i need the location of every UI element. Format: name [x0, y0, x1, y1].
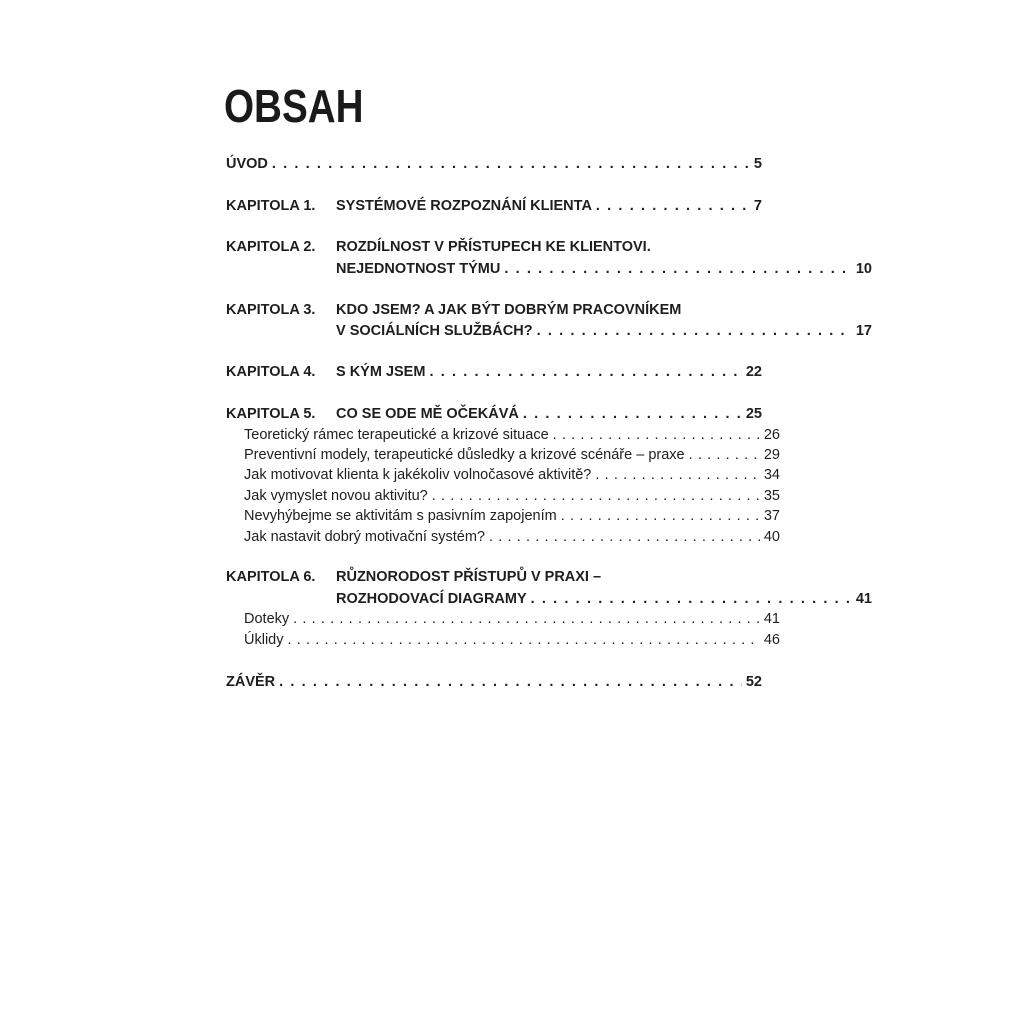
toc-entry-chapter-2[interactable] [226, 236, 762, 258]
dot-leader [689, 444, 760, 466]
toc-subentry[interactable] [226, 608, 780, 630]
toc-subentry[interactable] [226, 629, 780, 651]
toc-entry-chapter-4[interactable] [226, 361, 762, 383]
toc-page-number: 10 [855, 261, 872, 277]
toc-entry-uvod[interactable] [226, 153, 762, 175]
toc-entry-chapter-5[interactable] [226, 403, 762, 425]
dot-leader [287, 629, 759, 651]
toc-entry-chapter-3-cont[interactable] [226, 320, 872, 342]
toc-subentry-title: Teoretický rámec terapeutické a krizové situace [244, 427, 549, 443]
toc-subentry[interactable] [226, 444, 780, 466]
toc-subentry-title: Jak vymyslet novou aktivitu? [244, 488, 428, 504]
toc-page-number: 46 [763, 632, 780, 648]
toc-page-number: 26 [763, 427, 780, 443]
toc-subentry-title: Nevyhýbejme se aktivitám s pasivním zapojením [244, 508, 557, 524]
toc-page-number: 41 [855, 591, 872, 607]
toc-page-number: 7 [753, 198, 762, 214]
dot-leader [595, 464, 760, 486]
toc-page-number: 25 [745, 406, 762, 422]
dot-leader [531, 588, 852, 610]
dot-leader [537, 320, 852, 342]
toc-subentry-title: Preventivní modely, terapeutické důsledky a krizové scénáře – praxe [244, 447, 685, 463]
toc-page-number: 29 [763, 447, 780, 463]
dot-leader [553, 424, 760, 446]
dot-leader [432, 485, 760, 507]
toc-entry-chapter-6[interactable] [226, 566, 762, 588]
toc-entry-title-cont: ROZHODOVACÍ DIAGRAMY [336, 591, 527, 607]
toc-subentry-title: Úklidy [244, 632, 284, 648]
toc-subentry[interactable] [226, 505, 780, 527]
toc-entry-title: CO SE ODE MĚ OČEKÁVÁ [336, 406, 519, 422]
dot-leader [561, 505, 760, 527]
toc-entry-title: RŮZNORODOST PŘÍSTUPŮ V PRAXI – [336, 569, 602, 585]
toc-entry-chapter-2-cont[interactable] [226, 258, 872, 280]
chapter-label: KAPITOLA 1. [226, 198, 316, 214]
toc-page-number: 34 [763, 467, 780, 483]
dot-leader [596, 195, 750, 217]
toc-subentry-title: Doteky [244, 611, 290, 627]
chapter-label: KAPITOLA 6. [226, 569, 316, 585]
dot-leader [429, 361, 741, 383]
toc-page-number: 22 [745, 364, 762, 380]
dot-leader [489, 526, 760, 548]
toc-subentry[interactable] [226, 424, 780, 446]
dot-leader [279, 671, 742, 693]
chapter-label: KAPITOLA 3. [226, 302, 316, 318]
dot-leader [272, 153, 750, 175]
toc-subentry-title: Jak motivovat klienta k jakékoliv volnočasové aktivitě? [244, 467, 592, 483]
toc-entry-title: ZÁVĚR [226, 674, 276, 690]
toc-page-number: 5 [753, 156, 762, 172]
toc-entry-title-cont: NEJEDNOTNOST TÝMU [336, 261, 501, 277]
toc-page-number: 37 [763, 508, 780, 524]
toc-page-number: 35 [763, 488, 780, 504]
toc-page-number: 40 [763, 529, 780, 545]
chapter-label: KAPITOLA 2. [226, 239, 316, 255]
toc-entry-title: SYSTÉMOVÉ ROZPOZNÁNÍ KLIENTA [336, 198, 592, 214]
chapter-label: KAPITOLA 4. [226, 364, 316, 380]
toc-entry-chapter-6-cont[interactable] [226, 588, 872, 610]
page-title: OBSAH [224, 80, 364, 132]
toc-entry-zaver[interactable] [226, 671, 762, 693]
toc-page-number: 17 [855, 323, 872, 339]
toc-entry-chapter-1[interactable] [226, 195, 762, 217]
toc-subentry[interactable] [226, 464, 780, 486]
toc-subentry[interactable] [226, 526, 780, 548]
toc-subentry[interactable] [226, 485, 780, 507]
toc-subentry-title: Jak nastavit dobrý motivační systém? [244, 529, 485, 545]
toc-entry-title-cont: V SOCIÁLNÍCH SLUŽBÁCH? [336, 323, 533, 339]
toc-page-number: 41 [763, 611, 780, 627]
toc-entry-chapter-3[interactable] [226, 299, 762, 321]
dot-leader [523, 403, 742, 425]
chapter-label: KAPITOLA 5. [226, 406, 316, 422]
toc-entry-title: ROZDÍLNOST V PŘÍSTUPECH KE KLIENTOVI. [336, 239, 651, 255]
dot-leader [504, 258, 852, 280]
dot-leader [293, 608, 760, 630]
toc-page-number: 52 [745, 674, 762, 690]
toc-entry-title: ÚVOD [226, 156, 268, 172]
toc-entry-title: KDO JSEM? A JAK BÝT DOBRÝM PRACOVNÍKEM [336, 302, 682, 318]
toc-entry-title: S KÝM JSEM [336, 364, 426, 380]
